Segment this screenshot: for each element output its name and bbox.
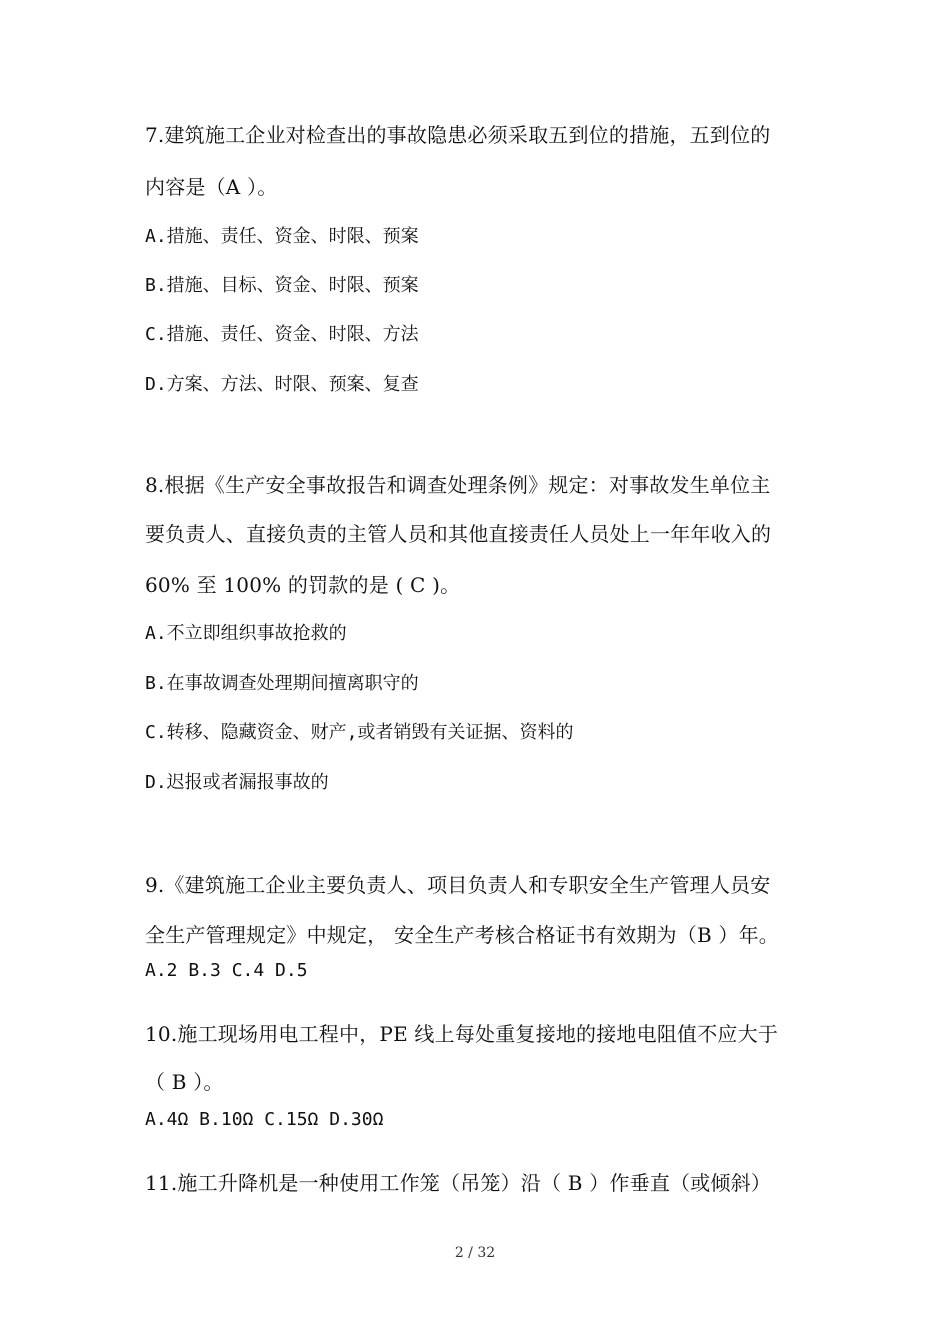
question-10-stem-line-1: 10.施工现场用电工程中，PE 线上每处重复接地的接地电阻值不应大于 — [145, 1022, 779, 1046]
page-indicator: 2 / 32 — [454, 1245, 496, 1261]
question-10-options: A.4Ω B.10Ω C.15Ω D.30Ω — [145, 1109, 384, 1130]
question-8-option-a: A.不立即组织事故抢救的 — [145, 623, 347, 644]
question-10-stem-line-2: （ B ）。 — [145, 1070, 224, 1094]
question-7-stem-line-1: 7.建筑施工企业对检查出的事故隐患必须采取五到位的措施，五到位的 — [145, 123, 771, 147]
question-11-stem-line-1: 11.施工升降机是一种使用工作笼（吊笼）沿（ B ）作垂直（或倾斜） — [145, 1171, 772, 1195]
question-7-option-b: B.措施、目标、资金、时限、预案 — [145, 275, 419, 296]
question-8-option-b: B.在事故调查处理期间擅离职守的 — [145, 673, 419, 694]
question-9-options: A.2 B.3 C.4 D.5 — [145, 960, 308, 981]
question-8-stem-line-1: 8.根据《生产安全事故报告和调查处理条例》规定：对事故发生单位主 — [145, 473, 771, 497]
question-9-stem-line-2: 全生产管理规定》中规定， 安全生产考核合格证书有效期为（B ）年。 — [145, 923, 780, 947]
question-7-stem-line-2: 内容是（A ）。 — [145, 175, 278, 199]
question-7-option-d: D.方案、方法、时限、预案、复查 — [145, 374, 419, 395]
question-8-option-c: C.转移、隐藏资金、财产,或者销毁有关证据、资料的 — [145, 722, 574, 743]
question-8-option-d: D.迟报或者漏报事故的 — [145, 772, 329, 793]
question-8-stem-line-2: 要负责人、直接负责的主管人员和其他直接责任人员处上一年年收入的 — [145, 522, 772, 546]
question-7-option-c: C.措施、责任、资金、时限、方法 — [145, 324, 419, 345]
question-8-stem-line-3: 60% 至 100% 的罚款的是 ( C )。 — [145, 573, 461, 597]
question-7-option-a: A.措施、责任、资金、时限、预案 — [145, 226, 419, 247]
question-9-stem-line-1: 9.《建筑施工企业主要负责人、项目负责人和专职安全生产管理人员安 — [145, 873, 771, 897]
